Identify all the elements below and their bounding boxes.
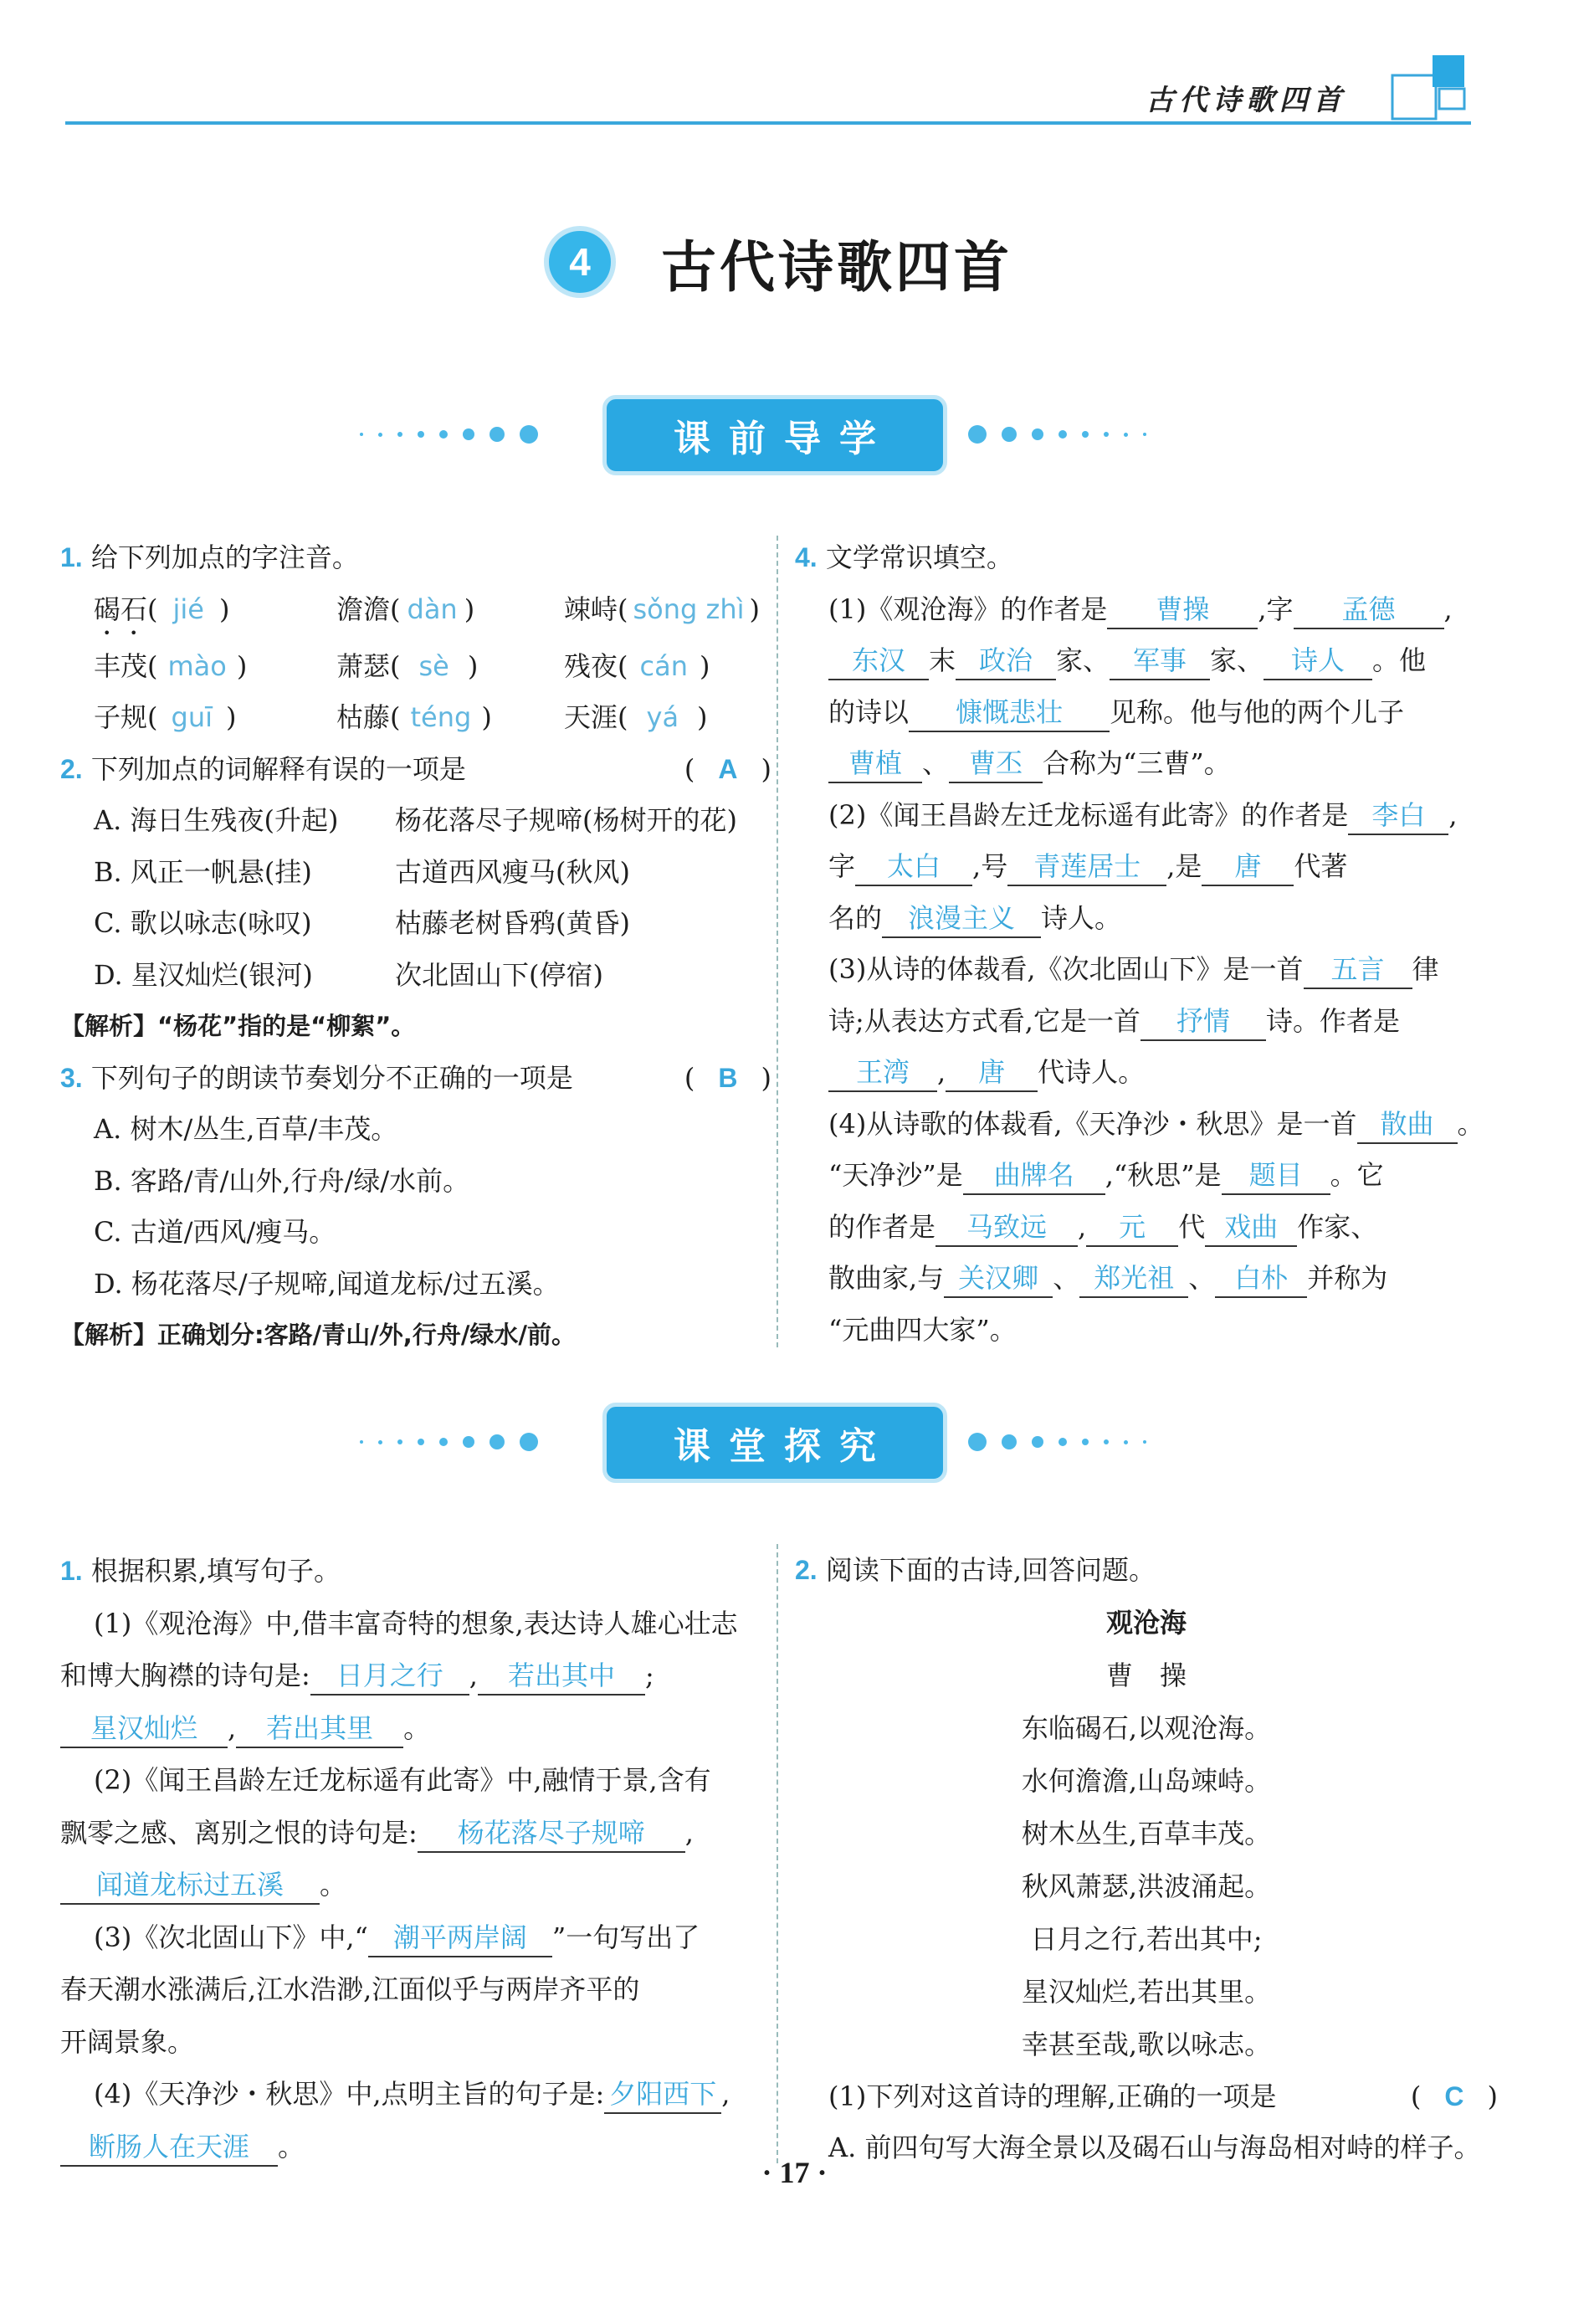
fill-paragraph: 闻道龙标过五溪 。	[60, 1859, 771, 1911]
option-row: C. 歌以咏志(咏叹) 枯藤老树昏鸦(黄昏)	[94, 907, 630, 939]
class-right-column	[795, 1545, 1498, 2174]
pinyin-row: 子规( guī ) 枯藤( téng ) 天涯( yá )	[94, 701, 708, 733]
option: C. 古道/西风/瘦马。	[94, 1216, 336, 1248]
fill-paragraph: (3)《次北固山下》中,“ 潮平两岸阔 ”一句写出了	[60, 1911, 771, 1964]
fill-paragraph: 开阔景象。	[60, 2025, 195, 2058]
fill-paragraph: 星汉灿烂 , 若出其里 。	[60, 1702, 771, 1755]
poem-author: 曹 操	[1105, 1659, 1187, 1691]
header-rule	[65, 121, 1471, 125]
running-title: 古代诗歌四首	[1146, 84, 1346, 117]
fill-paragraph: “天净沙”是 曲牌名 ,“秋思”是 题目 。它	[795, 1150, 1498, 1202]
fill-paragraph: 断肠人在天涯 。	[60, 2121, 771, 2173]
banner-dots-left	[360, 1433, 538, 1451]
option: D. 杨花落尽/子规啼,闻道龙标/过五溪。	[94, 1267, 560, 1300]
banner-dots-right	[968, 425, 1146, 444]
poem-line: 树木丛生,百草丰茂。	[1021, 1817, 1272, 1849]
poem-line: 幸甚至哉,歌以咏志。	[1021, 2028, 1272, 2060]
poem-line: 秋风萧瑟,洪波涌起。	[1021, 1870, 1272, 1902]
fill-paragraph: 的作者是 马致远 , 元 代 戏曲 作家、	[795, 1202, 1498, 1254]
fill-paragraph: (3)从诗的体裁看,《次北固山下》是一首 五言 律	[795, 944, 1498, 996]
poem-line: 日月之行,若出其中;	[1030, 1922, 1263, 1955]
question-1: 1. 根据积累,填写句子。	[60, 1555, 341, 1587]
chapter-title: 古代诗歌四首	[661, 234, 1012, 300]
option-row: D. 星汉灿烂(银河) 次北固山下(停宿)	[94, 958, 603, 991]
option: A. 树木/丛生,百草/丰茂。	[94, 1113, 398, 1145]
question-4: 4. 文学常识填空。	[795, 541, 1013, 573]
fill-paragraph: 东汉 末 政治 家、 军事 家、 诗人 。他	[795, 635, 1498, 687]
analysis: 【解析】“杨花”指的是“柳絮”。	[60, 1012, 416, 1040]
question-2: 2. 阅读下面的古诗,回答问题。	[795, 1554, 1156, 1586]
banner-dots-left	[360, 425, 538, 444]
poem-line: 水何澹澹,山岛竦峙。	[1021, 1764, 1272, 1797]
question-3: 3. 下列句子的朗读节奏划分不正确的一项是 ( B )	[60, 1061, 771, 1094]
fill-paragraph: 诗;从表达方式看,它是一首 抒情 诗。作者是	[795, 996, 1498, 1048]
question-1: 1. 给下列加点的字注音。	[60, 541, 359, 573]
fill-paragraph: 名的 浪漫主义 诗人。	[795, 893, 1498, 945]
sub-question: (1)下列对这首诗的理解,正确的一项是 ( C )	[828, 2080, 1498, 2112]
option: A. 前四句写大海全景以及碣石山与海岛相对峙的样子。	[828, 2132, 1481, 2163]
fill-paragraph: (2)《闻王昌龄左迁龙标遥有此寄》中,融情于景,含有	[94, 1764, 711, 1796]
poem-line: 星汉灿烂,若出其里。	[1021, 1975, 1272, 2008]
pinyin-row: 碣石( jié ) 澹澹( dàn ) 竦峙( sǒng zhì )	[94, 593, 760, 625]
column-divider	[777, 1544, 778, 2163]
pre-right-column	[795, 532, 1498, 1356]
fill-paragraph: (1)《观沧海》中,借丰富奇特的想象,表达诗人雄心壮志	[94, 1607, 738, 1639]
fill-paragraph: 飘零之感、离别之恨的诗句是: 杨花落尽子规啼 ,	[60, 1807, 771, 1860]
option-row: A. 海日生残夜(升起) 杨花落尽子规啼(杨树开的花)	[94, 804, 737, 836]
pre-left-column	[60, 532, 771, 1362]
fill-paragraph: 的诗以 慷慨悲壮 见称。他与他的两个儿子	[795, 687, 1498, 739]
section-banner-class	[360, 1403, 1230, 1486]
option: B. 客路/青/山外,行舟/绿/水前。	[94, 1164, 470, 1197]
section-title-pre: 课前导学	[674, 418, 894, 460]
section-banner-pre	[360, 395, 1230, 479]
poem-line: 东临碣石,以观沧海。	[1021, 1711, 1272, 1744]
fill-paragraph: “元曲四大家”。	[828, 1313, 1017, 1346]
fill-paragraph: 王湾 , 唐 代诗人。	[795, 1047, 1498, 1099]
section-title-class: 课堂探究	[674, 1425, 894, 1468]
option-row: B. 风正一帆悬(挂) 古道西风瘦马(秋风)	[94, 855, 630, 888]
column-divider	[777, 536, 778, 1347]
banner-box	[602, 395, 947, 475]
poem	[795, 1597, 1498, 2071]
pinyin-row: 丰茂( mào ) 萧瑟( sè ) 残夜( cán )	[94, 649, 710, 682]
fill-paragraph: 字 太白 ,号 青莲居士 ,是 唐 代著	[795, 841, 1498, 893]
corner-decoration-icon	[1389, 52, 1481, 127]
fill-paragraph: (4)从诗歌的体裁看,《天净沙・秋思》是一首 散曲 。	[795, 1099, 1498, 1151]
fill-paragraph: 曹植 、 曹丕 合称为“三曹”。	[795, 738, 1498, 790]
fill-paragraph: 春天潮水涨满后,江水浩渺,江面似乎与两岸齐平的	[60, 1973, 640, 2005]
fill-paragraph: (4)《天净沙・秋思》中,点明主旨的句子是: 夕阳西下 ,	[60, 2068, 771, 2121]
page-number: · 17 ·	[761, 2156, 828, 2189]
banner-dots-right	[968, 1433, 1146, 1451]
analysis: 【解析】正确划分:客路/青山/外,行舟/绿水/前。	[60, 1321, 576, 1349]
poem-title: 观沧海	[1105, 1606, 1187, 1639]
chapter-number-badge: 4	[544, 226, 616, 298]
question-2: 2. 下列加点的词解释有误的一项是 ( A )	[60, 752, 771, 785]
fill-paragraph: 散曲家,与 关汉卿 、 郑光祖 、 白朴 并称为	[795, 1253, 1498, 1305]
banner-box	[602, 1403, 947, 1483]
fill-paragraph: (1)《观沧海》的作者是 曹操 ,字 孟德 ,	[795, 584, 1498, 636]
fill-paragraph: (2)《闻王昌龄左迁龙标遥有此寄》的作者是 李白 ,	[795, 790, 1498, 842]
class-left-column	[60, 1545, 771, 2173]
fill-paragraph: 和博大胸襟的诗句是: 日月之行 , 若出其中 ;	[60, 1649, 771, 1702]
chapter-heading	[544, 216, 1012, 308]
